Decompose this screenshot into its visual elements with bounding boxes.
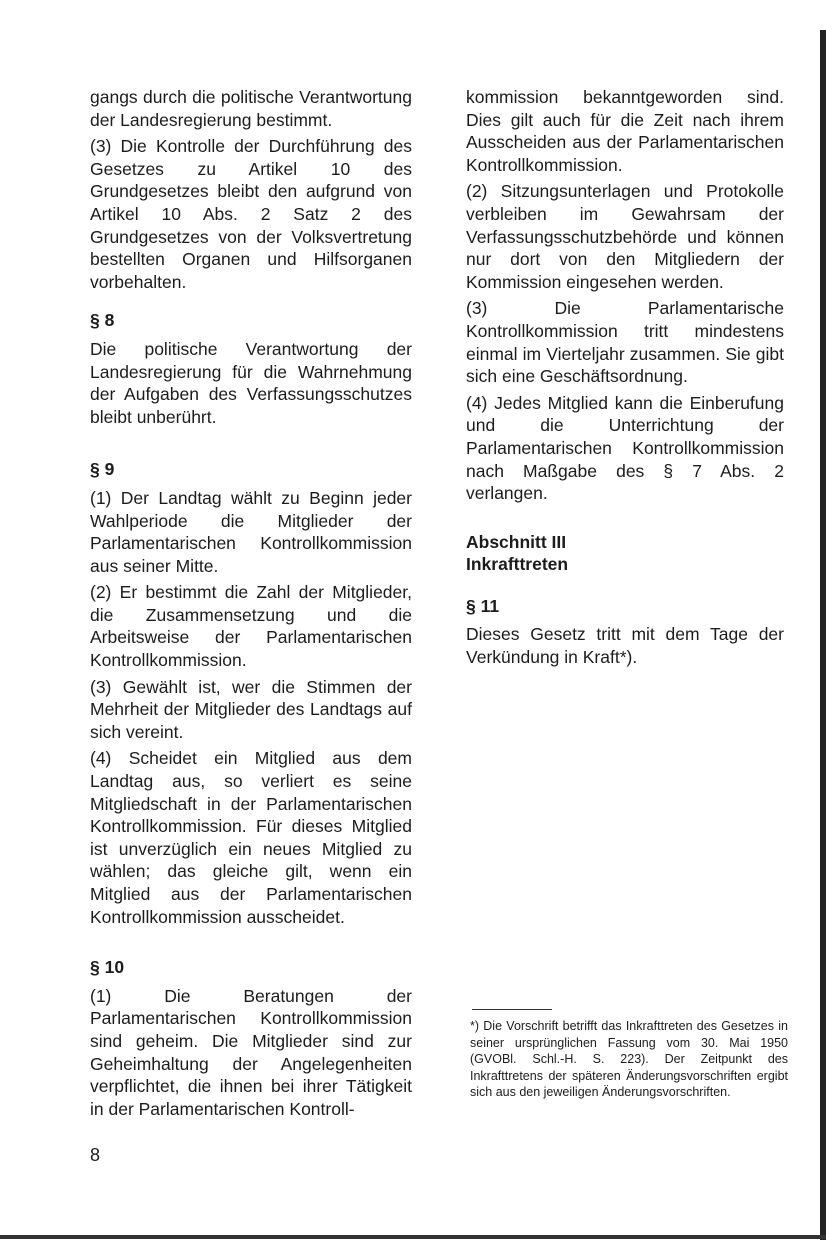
paragraph-11: Dieses Gesetz tritt mit dem Tage der Verkündung in Kraft*). [466, 624, 784, 667]
section-9-heading: § 9 [90, 459, 115, 480]
paragraph-9-3: (3) Gewählt ist, wer die Stimmen der Mehrheit der Mitglieder des Landtags auf sich vereint. [90, 676, 412, 742]
paragraph-10-4: (4) Jedes Mitglied kann die Einberufung und die Unterrichtung der Parlamentarischen Kontrollkommission nach Maßgabe des § 7 Abs. 2 verlangen. [466, 392, 784, 504]
scan-edge-bottom [0, 1235, 826, 1239]
paragraph-7-3: (3) Die Kontrolle der Durchführung des Gesetzes zu Artikel 10 des Grundgesetzes bleibt den aufgrund von Artikel 10 Abs. 2 Satz 2 des Grundgesetzes von der Volksvertretung bestellten Organen und Hilfsorganen vorbehalten. [90, 136, 412, 292]
chapter-title: Inkrafttreten [466, 553, 569, 574]
section-10-heading: § 10 [90, 957, 125, 978]
paragraph-continuation: gangs durch die politische Verantwortung der Landesregierung bestimmt. [90, 87, 412, 130]
paragraph-9-1: (1) Der Landtag wählt zu Beginn jeder Wahlperiode die Mitglieder der Parlamentarischen Kontrollkommission aus seiner Mitte. [90, 487, 412, 576]
paragraph-8: Die politische Verantwortung der Landesregierung für die Wahrnehmung der Aufgaben des Verfassungsschutzes bleibt unberührt. [90, 338, 412, 427]
right-column [466, 86, 784, 672]
paragraph-9-4: (4) Scheidet ein Mitglied aus dem Landtag aus, so verliert es seine Mitgliedschaft in der Parlamentarischen Kontrollkommission. Für dieses Mitglied ist unverzüglich ein neues Mitglied zu wählen; das gleiche gilt, wenn ein Mitglied aus der Parlamentarischen Kontrollkommission ausscheidet. [90, 748, 412, 927]
paragraph-10-1-continuation: kommission bekanntgeworden sind. Dies gilt auch für die Zeit nach ihrem Ausscheiden aus der Parlamentarischen Kontrollkommission. [466, 87, 784, 175]
left-column [90, 86, 412, 1124]
paragraph-10-2: (2) Sitzungsunterlagen und Protokolle verbleiben im Gewahrsam der Verfassungsschutzbehörde und können nur dort von den Mitgliedern der Kommission eingesehen werden. [466, 181, 784, 292]
section-8-heading: § 8 [90, 310, 115, 331]
scan-edge-right [820, 30, 826, 1240]
paragraph-10-1: (1) Die Beratungen der Parlamentarischen Kontrollkommission sind geheim. Die Mitglieder sind zur Geheimhaltung der Angelegenheiten verpflichtet, die ihnen bei ihrer Tätigkeit in der Parlamentarischen Kontroll- [90, 985, 412, 1119]
footnote-divider [472, 1009, 552, 1010]
chapter-heading [466, 531, 784, 575]
chapter-number: Abschnitt III [466, 531, 567, 552]
section-11-heading: § 11 [466, 595, 500, 616]
paragraph-10-3: (3) Die Parlamentarische Kontrollkommission tritt mindestens einmal im Vierteljahr zusammen. Sie gibt sich eine Geschäftsordnung. [466, 298, 784, 387]
page-number: 8 [90, 1145, 101, 1165]
footnote: *) Die Vorschrift betrifft das Inkrafttreten des Gesetzes in seiner ursprünglichen Fassung vom 30. Mai 1950 (GVOBl. Schl.-H. S. 223). Der Zeitpunkt des Inkrafttretens der späteren Änderungsvorschriften ergibt sich aus den jeweiligen Änderungsvorschriften. [470, 1019, 788, 1100]
paragraph-9-2: (2) Er bestimmt die Zahl der Mitglieder, die Zusammensetzung und die Arbeitsweise der Parlamentarischen Kontrollkommission. [90, 582, 412, 671]
